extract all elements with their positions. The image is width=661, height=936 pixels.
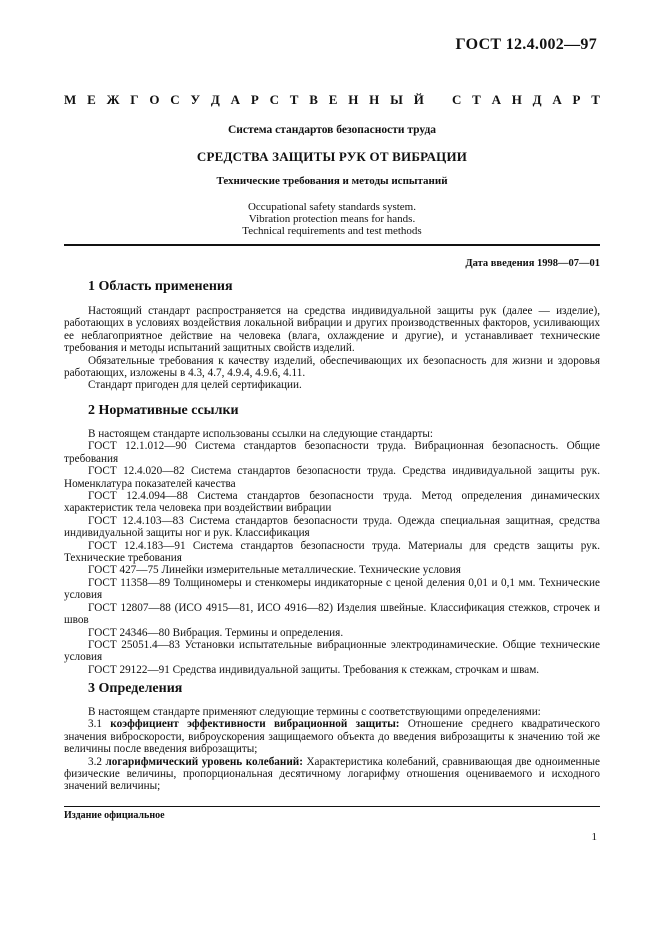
reference-item: ГОСТ 25051.4—83 Установки испытательные вибрационные электродинамические. Общие технические условия [64,638,600,664]
banner-letter: Н [348,92,359,107]
banner-letter: А [230,92,240,107]
banner-letter: Н [369,92,380,107]
reference-item: ГОСТ 12.4.020—82 Система стандартов безопасности труда. Средства индивидуальной защиты рук. Номенклатура показателей качества [64,465,600,490]
reference-item: ГОСТ 12.4.103—83 Система стандартов безопасности труда. Одежда специальная защитная, средства индивидуальной защиты ног и рук. Классификация [64,514,600,540]
section-1-body [64,305,600,392]
interstate-banner [64,92,600,108]
section-heading: 2 Нормативные ссылки [88,403,239,418]
definition-text: Характеристика колебаний, сравнивающая две одноименные физические величины, пропорциональная десятичному логарифму отношения оцениваемого и исходного значений величины; [64,755,600,793]
banner-letter: Е [328,92,338,107]
section-heading: 1 Область применения [88,279,233,294]
reference-item: ГОСТ 12.1.012—90 Система стандартов безопасности труда. Вибрационная безопасность. Общие требования [64,440,600,465]
banner-word-standard [452,92,600,108]
banner-letter: Ы [390,92,403,107]
english-title [64,201,600,237]
english-line: Technical requirements and test methods [242,225,422,237]
banner-letter: У [190,92,201,107]
english-line: Occupational safety standards system. [247,201,416,213]
banner-word-interstate [64,92,424,108]
title-divider [64,244,600,246]
section-heading: 3 Определения [88,681,183,696]
reference-item: ГОСТ 24346—80 Вибрация. Термины и определения. [88,626,344,639]
document-title: СРЕДСТВА ЗАЩИТЫ РУК ОТ ВИБРАЦИИ [196,149,468,164]
banner-letter: Ж [106,92,120,107]
banner-letter: Г [130,92,139,107]
standard-code: ГОСТ 12.4.002—97 [455,36,597,53]
banner-letter: Т [289,92,299,107]
system-title: Система стандартов безопасности труда [227,124,437,136]
banner-letter: Д [532,92,542,107]
banner-letter: Й [413,92,424,107]
banner-letter: М [64,92,77,107]
paragraph: Стандарт пригоден для целей сертификации. [88,379,302,392]
banner-letter: С [269,92,279,107]
banner-letter: Т [472,92,481,107]
banner-letter: О [149,92,160,107]
reference-item: ГОСТ 12.4.183—91 Система стандартов безопасности труда. Материалы для средств защиты рук. Технические требования [64,539,600,565]
reference-item: ГОСТ 11358—89 Толщиномеры и стенкомеры индикаторные с ценой деления 0,01 и 0,1 мм. Технические условия [64,576,600,602]
paragraph: В настоящем стандарте использованы ссылки на следующие стандарты: [88,428,433,440]
section-3-body [64,706,600,793]
banner-letter: Е [87,92,96,107]
paragraph: Обязательные требования к качеству изделий, обеспечивающих их безопасность для жизни и здоровья работающих, изложены в 4.3, 4.7, 4.9.4, 4.9.6, 4.11. [64,354,600,380]
definition-number: 3.1 [88,718,102,731]
banner-letter: А [491,92,501,107]
edition-label: Издание официальное [64,810,165,821]
banner-letter: Т [591,92,600,107]
reference-item: ГОСТ 427—75 Линейки измерительные металлические. Технические условия [88,564,461,577]
banner-letter: С [170,92,180,107]
banner-letter: Н [511,92,522,107]
paragraph: Настоящий стандарт распространяется на средства индивидуальной защиты рук (далее — изделие), работающих в условиях воздействия локальной вибрации и других производственных факторов, усиливающих ее неблагоприятное действие на человека (влага, охлаждение и другие), и устанавливает технические требования и методы испытаний защитных свойств изделий. [64,305,600,355]
paragraph: В настоящем стандарте применяют следующие термины с соответствующими определениями: [88,706,541,718]
effective-date: Дата введения 1998—07—01 [465,258,600,269]
document-subtitle: Технические требования и методы испытаний [216,175,448,187]
banner-letter: В [309,92,318,107]
definition-number: 3.2 [88,755,102,768]
reference-item: ГОСТ 12807—88 (ИСО 4915—81, ИСО 4916—82) Изделия швейные. Классификация стежков, строчек и швов [64,601,600,627]
reference-item: ГОСТ 29122—91 Средства индивидуальной защиты. Требования к стежкам, строчкам и швам. [88,663,540,676]
banner-letter: А [552,92,562,107]
banner-letter: Д [210,92,220,107]
definition-item [64,718,600,755]
reference-item: ГОСТ 12.4.094—88 Система стандартов безопасности труда. Метод определения динамических характеристик тела человека при воздействии вибрации [64,490,600,515]
definition-item [64,756,600,793]
definition-term: коэффициент эффективности вибрационной защиты: [110,718,400,731]
definition-text: Отношение среднего квадратического значения виброскорости, виброускорения защищаемого объекта до введения виброзащиты к значению той же величины после введения виброзащиты; [64,718,600,756]
banner-letter: С [452,92,462,107]
english-line: Vibration protection means for hands. [248,213,416,225]
section-2-body [64,428,600,676]
footer-divider [64,806,600,807]
definition-term: логарифмический уровень колебаний: [105,755,303,768]
banner-letter: Р [250,92,259,107]
page-number: 1 [591,831,597,843]
banner-letter: Р [572,92,581,107]
